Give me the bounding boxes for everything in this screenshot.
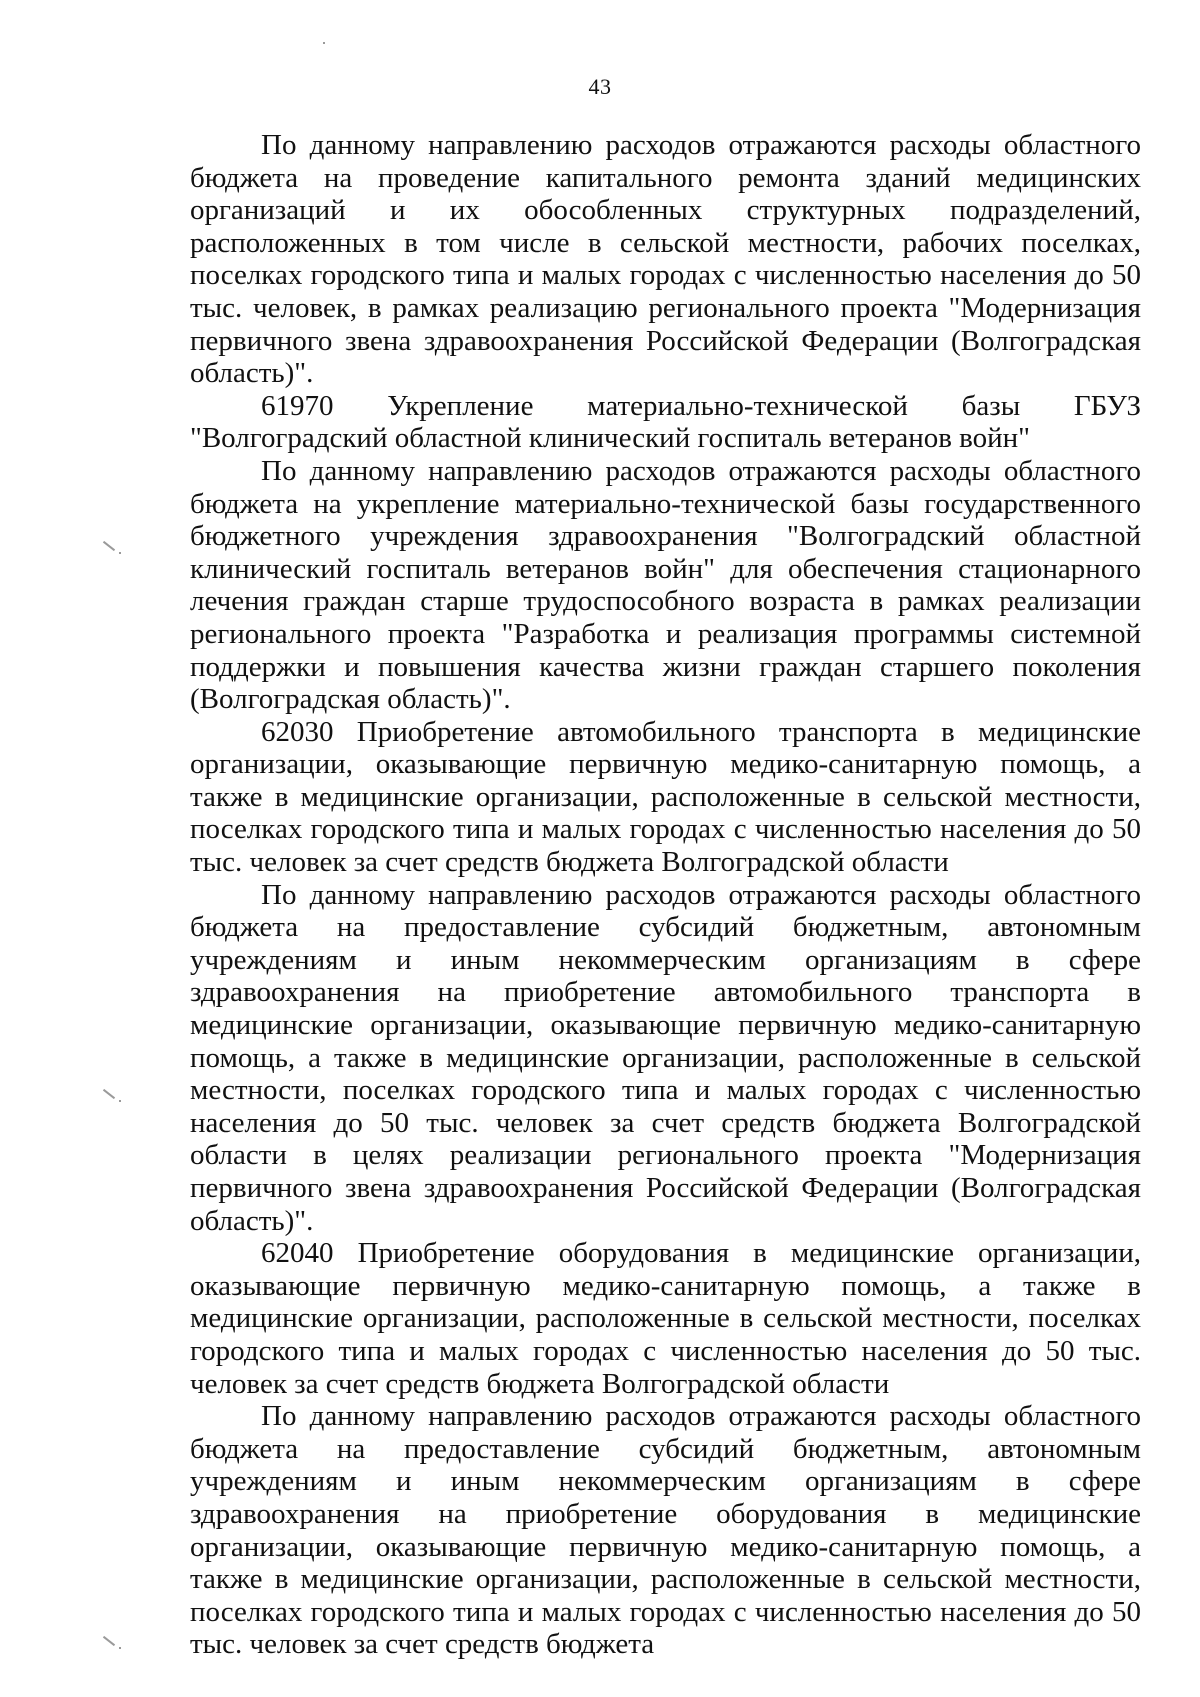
paragraph-veterans-hospital-expenses: По данному направлению расходов отражаются расходы областного бюджета на укрепление материально-технической базы государственного бюджетного учреждения здравоохранения "Волгоградский областной клинический госпиталь ветеранов войн" для обеспечения стационарного лечения граждан старше трудоспособного возраста в рамках реализации регионального проекта "Разработка и реализация программы системной поддержки и повышения качества жизни граждан старшего поколения (Волгоградская область)". bbox=[190, 454, 1141, 716]
page-number: 43 bbox=[588, 74, 612, 99]
scan-artifact-mark bbox=[103, 1636, 115, 1646]
scan-artifact-mark bbox=[103, 1089, 115, 1099]
scan-artifact-dot bbox=[119, 1100, 121, 1102]
scan-artifact-dot bbox=[119, 552, 121, 554]
document-body bbox=[190, 129, 1141, 1661]
heading-62030-vehicle-purchase: 62030 Приобретение автомобильного транспорта в медицинские организации, оказывающие первичную медико-санитарную помощь, а также в медицинские организации, расположенные в сельской местности, поселках городского типа и малых городах с численностью населения до 50 тыс. человек за счет средств бюджета Волгоградской области bbox=[190, 715, 1141, 879]
scan-artifact-dot bbox=[323, 42, 325, 44]
paragraph-vehicle-purchase-expenses: По данному направлению расходов отражаются расходы областного бюджета на предоставление субсидий бюджетным, автономным учреждениям и иным некоммерческим организациям в сфере здравоохранения на приобретение автомобильного транспорта в медицинские организации, оказывающие первичную медико-санитарную помощь, а также в медицинские организации, расположенные в сельской местности, поселках городского типа и малых городах с численностью населения до 50 тыс. человек за счет средств бюджета Волгоградской области в целях реализации регионального проекта "Модернизация первичного звена здравоохранения Российской Федерации (Волгоградская область)". bbox=[190, 878, 1141, 1237]
scan-artifact-dot bbox=[119, 1647, 121, 1649]
paragraph-equipment-purchase-expenses: По данному направлению расходов отражаются расходы областного бюджета на предоставление субсидий бюджетным, автономным учреждениям и иным некоммерческим организациям в сфере здравоохранения на приобретение оборудования в медицинские организации, оказывающие первичную медико-санитарную помощь, а также в медицинские организации, расположенные в сельской местности, поселках городского типа и малых городах с численностью населения до 50 тыс. человек за счет средств бюджета bbox=[190, 1400, 1141, 1661]
heading-62040-equipment-purchase: 62040 Приобретение оборудования в медицинские организации, оказывающие первичную медико-санитарную помощь, а также в медицинские организации, расположенные в сельской местности, поселках городского типа и малых городах с численностью населения до 50 тыс. человек за счет средств бюджета Волгоградской области bbox=[190, 1237, 1141, 1400]
scan-artifact-mark bbox=[103, 541, 115, 551]
heading-61970-veterans-hospital: 61970 Укрепление материально-технической базы ГБУЗ "Волгоградский областной клинический госпиталь ветеранов войн" bbox=[190, 389, 1141, 455]
paragraph-capital-repair-expenses: По данному направлению расходов отражаются расходы областного бюджета на проведение капитального ремонта зданий медицинских организаций и их обособленных структурных подразделений, расположенных в том числе в сельской местности, рабочих поселках, поселках городского типа и малых городах с численностью населения до 50 тыс. человек, в рамках реализацию регионального проекта "Модернизация первичного звена здравоохранения Российской Федерации (Волгоградская область)". bbox=[190, 129, 1141, 390]
